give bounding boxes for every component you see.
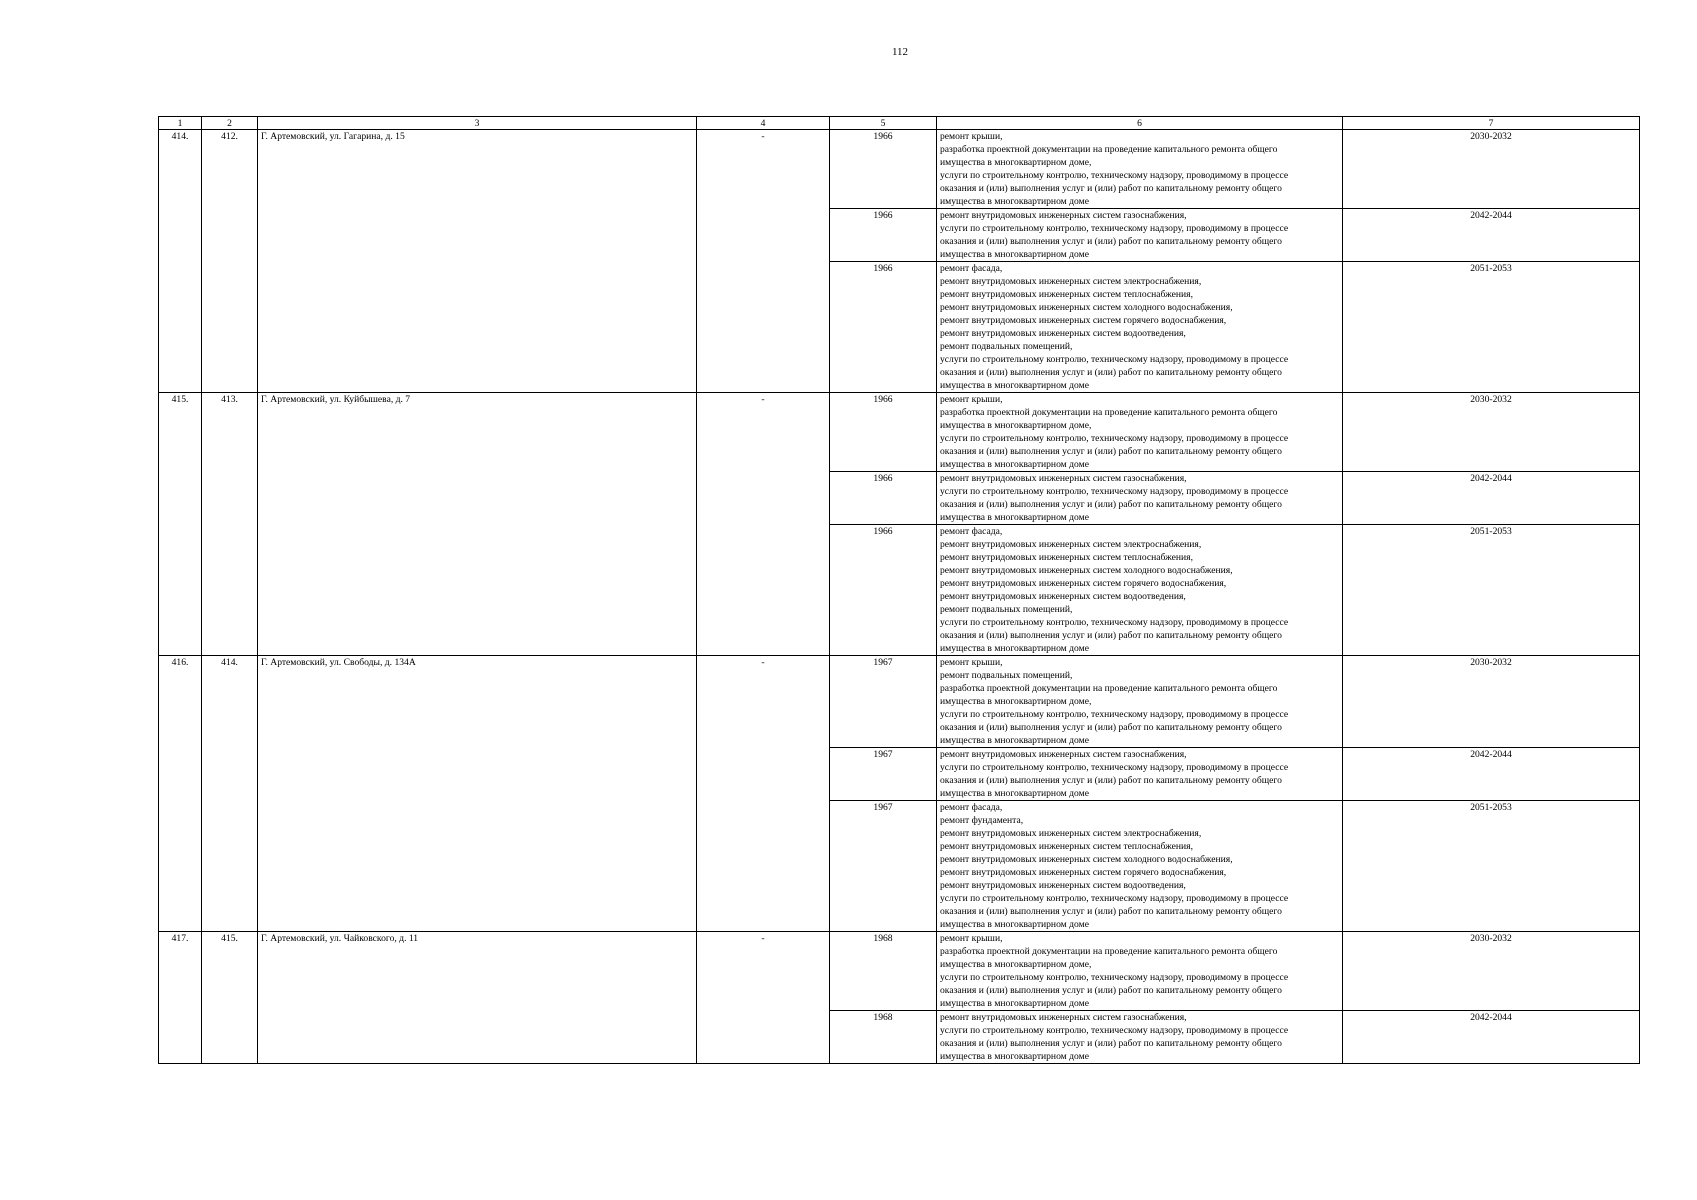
row-number: 415. bbox=[159, 393, 202, 656]
header-col-1: 1 bbox=[159, 117, 202, 130]
page-number: 112 bbox=[891, 46, 909, 58]
work-item: оказания и (или) выполнения услуг и (или) работ по капитальному ремонту общего bbox=[940, 906, 1282, 917]
work-item: услуги по строительному контролю, техническому надзору, проводимому в процессе bbox=[940, 486, 1289, 497]
row-number: 414. bbox=[159, 130, 202, 393]
stage-period: 2042-2044 bbox=[1343, 1011, 1640, 1064]
work-item: разработка проектной документации на проведение капитального ремонта общего bbox=[940, 407, 1278, 418]
work-item: ремонт внутридомовых инженерных систем горячего водоснабжения, bbox=[940, 315, 1227, 326]
work-item: разработка проектной документации на проведение капитального ремонта общего bbox=[940, 946, 1278, 957]
stage-year: 1967 bbox=[830, 748, 937, 801]
table-row bbox=[159, 932, 1640, 1011]
work-item: оказания и (или) выполнения услуг и (или) работ по капитальному ремонту общего bbox=[940, 499, 1282, 510]
work-item: разработка проектной документации на проведение капитального ремонта общего bbox=[940, 683, 1278, 694]
work-item: имущества в многоквартирном доме bbox=[940, 998, 1089, 1009]
work-item: имущества в многоквартирном доме bbox=[940, 459, 1089, 470]
work-item: ремонт крыши, bbox=[940, 131, 1003, 142]
header-col-6: 6 bbox=[937, 117, 1343, 130]
work-item: имущества в многоквартирном доме bbox=[940, 249, 1089, 260]
work-item: услуги по строительному контролю, техническому надзору, проводимому в процессе bbox=[940, 972, 1289, 983]
stage-works bbox=[937, 801, 1343, 932]
work-item: ремонт внутридомовых инженерных систем электроснабжения, bbox=[940, 828, 1202, 839]
stage-period: 2030-2032 bbox=[1343, 393, 1640, 472]
row-address: Г. Артемовский, ул. Куйбышева, д. 7 bbox=[258, 393, 697, 656]
header-col-4: 4 bbox=[697, 117, 830, 130]
work-item: ремонт внутридомовых инженерных систем газоснабжения, bbox=[940, 210, 1187, 221]
stage-works bbox=[937, 932, 1343, 1011]
work-item: имущества в многоквартирном доме, bbox=[940, 696, 1092, 707]
stage-period: 2030-2032 bbox=[1343, 130, 1640, 209]
work-item: имущества в многоквартирном доме bbox=[940, 512, 1089, 523]
work-item: ремонт фасада, bbox=[940, 263, 1003, 274]
stage-year: 1968 bbox=[830, 932, 937, 1011]
row-col4: - bbox=[697, 656, 830, 932]
header-col-3: 3 bbox=[258, 117, 697, 130]
work-item: ремонт внутридомовых инженерных систем газоснабжения, bbox=[940, 473, 1187, 484]
table-row bbox=[159, 393, 1640, 472]
stage-year: 1966 bbox=[830, 130, 937, 209]
work-item: ремонт подвальных помещений, bbox=[940, 341, 1073, 352]
work-item: имущества в многоквартирном доме bbox=[940, 643, 1089, 654]
work-item: ремонт фундамента, bbox=[940, 815, 1024, 826]
work-item: ремонт внутридомовых инженерных систем электроснабжения, bbox=[940, 539, 1202, 550]
work-item: услуги по строительному контролю, техническому надзору, проводимому в процессе bbox=[940, 354, 1289, 365]
work-item: ремонт подвальных помещений, bbox=[940, 604, 1073, 615]
row-address: Г. Артемовский, ул. Свободы, д. 134А bbox=[258, 656, 697, 932]
work-item: ремонт внутридомовых инженерных систем газоснабжения, bbox=[940, 1012, 1187, 1023]
work-item: имущества в многоквартирном доме bbox=[940, 788, 1089, 799]
work-item: имущества в многоквартирном доме bbox=[940, 735, 1089, 746]
work-item: ремонт крыши, bbox=[940, 933, 1003, 944]
work-item: услуги по строительному контролю, техническому надзору, проводимому в процессе bbox=[940, 170, 1289, 181]
work-item: оказания и (или) выполнения услуг и (или) работ по капитальному ремонту общего bbox=[940, 367, 1282, 378]
row-number: 416. bbox=[159, 656, 202, 932]
header-col-2: 2 bbox=[202, 117, 258, 130]
work-item: ремонт внутридомовых инженерных систем водоотведения, bbox=[940, 328, 1186, 339]
work-item: имущества в многоквартирном доме bbox=[940, 1051, 1089, 1062]
work-item: оказания и (или) выполнения услуг и (или) работ по капитальному ремонту общего bbox=[940, 446, 1282, 457]
work-item: имущества в многоквартирном доме bbox=[940, 380, 1089, 391]
work-item: ремонт внутридомовых инженерных систем газоснабжения, bbox=[940, 749, 1187, 760]
work-item: оказания и (или) выполнения услуг и (или) работ по капитальному ремонту общего bbox=[940, 236, 1282, 247]
work-item: имущества в многоквартирном доме, bbox=[940, 959, 1092, 970]
row-col4: - bbox=[697, 393, 830, 656]
stage-works bbox=[937, 525, 1343, 656]
stage-year: 1968 bbox=[830, 1011, 937, 1064]
work-item: ремонт внутридомовых инженерных систем горячего водоснабжения, bbox=[940, 867, 1227, 878]
table-body bbox=[159, 130, 1640, 1064]
stage-works bbox=[937, 1011, 1343, 1064]
stage-year: 1966 bbox=[830, 472, 937, 525]
row-address: Г. Артемовский, ул. Чайковского, д. 11 bbox=[258, 932, 697, 1064]
table-row bbox=[159, 130, 1640, 209]
work-item: имущества в многоквартирном доме, bbox=[940, 420, 1092, 431]
stage-works bbox=[937, 748, 1343, 801]
stage-year: 1967 bbox=[830, 656, 937, 748]
table-header bbox=[159, 117, 1640, 130]
work-item: ремонт внутридомовых инженерных систем холодного водоснабжения, bbox=[940, 565, 1233, 576]
work-item: ремонт внутридомовых инженерных систем горячего водоснабжения, bbox=[940, 578, 1227, 589]
stage-period: 2051-2053 bbox=[1343, 525, 1640, 656]
row-col4: - bbox=[697, 932, 830, 1064]
stage-period: 2042-2044 bbox=[1343, 472, 1640, 525]
work-item: разработка проектной документации на проведение капитального ремонта общего bbox=[940, 144, 1278, 155]
stage-year: 1966 bbox=[830, 525, 937, 656]
row-sub-number: 415. bbox=[202, 932, 258, 1064]
stage-works bbox=[937, 130, 1343, 209]
row-col4: - bbox=[697, 130, 830, 393]
work-item: ремонт внутридомовых инженерных систем теплоснабжения, bbox=[940, 841, 1193, 852]
stage-works bbox=[937, 209, 1343, 262]
work-item: услуги по строительному контролю, техническому надзору, проводимому в процессе bbox=[940, 223, 1289, 234]
work-item: ремонт крыши, bbox=[940, 394, 1003, 405]
work-item: ремонт внутридомовых инженерных систем холодного водоснабжения, bbox=[940, 302, 1233, 313]
work-item: ремонт фасада, bbox=[940, 526, 1003, 537]
stage-period: 2051-2053 bbox=[1343, 262, 1640, 393]
work-item: услуги по строительному контролю, техническому надзору, проводимому в процессе bbox=[940, 617, 1289, 628]
work-item: оказания и (или) выполнения услуг и (или) работ по капитальному ремонту общего bbox=[940, 630, 1282, 641]
work-item: услуги по строительному контролю, техническому надзору, проводимому в процессе bbox=[940, 893, 1289, 904]
stage-works bbox=[937, 262, 1343, 393]
work-item: ремонт крыши, bbox=[940, 657, 1003, 668]
table-row bbox=[159, 656, 1640, 748]
work-item: услуги по строительному контролю, техническому надзору, проводимому в процессе bbox=[940, 762, 1289, 773]
work-item: имущества в многоквартирном доме bbox=[940, 196, 1089, 207]
stage-year: 1966 bbox=[830, 262, 937, 393]
header-col-5: 5 bbox=[830, 117, 937, 130]
row-address: Г. Артемовский, ул. Гагарина, д. 15 bbox=[258, 130, 697, 393]
work-item: оказания и (или) выполнения услуг и (или) работ по капитальному ремонту общего bbox=[940, 775, 1282, 786]
work-item: ремонт внутридомовых инженерных систем холодного водоснабжения, bbox=[940, 854, 1233, 865]
work-item: имущества в многоквартирном доме bbox=[940, 919, 1089, 930]
header-col-7: 7 bbox=[1343, 117, 1640, 130]
work-item: оказания и (или) выполнения услуг и (или) работ по капитальному ремонту общего bbox=[940, 1038, 1282, 1049]
stage-period: 2030-2032 bbox=[1343, 932, 1640, 1011]
stage-works bbox=[937, 472, 1343, 525]
work-item: ремонт фасада, bbox=[940, 802, 1003, 813]
work-item: услуги по строительному контролю, техническому надзору, проводимому в процессе bbox=[940, 1025, 1289, 1036]
work-item: имущества в многоквартирном доме, bbox=[940, 157, 1092, 168]
stage-year: 1967 bbox=[830, 801, 937, 932]
work-item: оказания и (или) выполнения услуг и (или) работ по капитальному ремонту общего bbox=[940, 722, 1282, 733]
row-sub-number: 412. bbox=[202, 130, 258, 393]
header-row bbox=[159, 117, 1640, 130]
stage-year: 1966 bbox=[830, 209, 937, 262]
stage-works bbox=[937, 656, 1343, 748]
work-item: ремонт внутридомовых инженерных систем электроснабжения, bbox=[940, 276, 1202, 287]
work-item: услуги по строительному контролю, техническому надзору, проводимому в процессе bbox=[940, 709, 1289, 720]
stage-period: 2042-2044 bbox=[1343, 209, 1640, 262]
stage-period: 2042-2044 bbox=[1343, 748, 1640, 801]
work-item: ремонт внутридомовых инженерных систем водоотведения, bbox=[940, 591, 1186, 602]
row-sub-number: 414. bbox=[202, 656, 258, 932]
stage-works bbox=[937, 393, 1343, 472]
stage-period: 2030-2032 bbox=[1343, 656, 1640, 748]
work-item: ремонт внутридомовых инженерных систем теплоснабжения, bbox=[940, 289, 1193, 300]
row-number: 417. bbox=[159, 932, 202, 1064]
work-item: ремонт внутридомовых инженерных систем водоотведения, bbox=[940, 880, 1186, 891]
capital-repair-table bbox=[158, 116, 1640, 1064]
work-item: услуги по строительному контролю, техническому надзору, проводимому в процессе bbox=[940, 433, 1289, 444]
work-item: ремонт внутридомовых инженерных систем теплоснабжения, bbox=[940, 552, 1193, 563]
stage-period: 2051-2053 bbox=[1343, 801, 1640, 932]
work-item: оказания и (или) выполнения услуг и (или) работ по капитальному ремонту общего bbox=[940, 985, 1282, 996]
stage-year: 1966 bbox=[830, 393, 937, 472]
work-item: оказания и (или) выполнения услуг и (или) работ по капитальному ремонту общего bbox=[940, 183, 1282, 194]
work-item: ремонт подвальных помещений, bbox=[940, 670, 1073, 681]
row-sub-number: 413. bbox=[202, 393, 258, 656]
